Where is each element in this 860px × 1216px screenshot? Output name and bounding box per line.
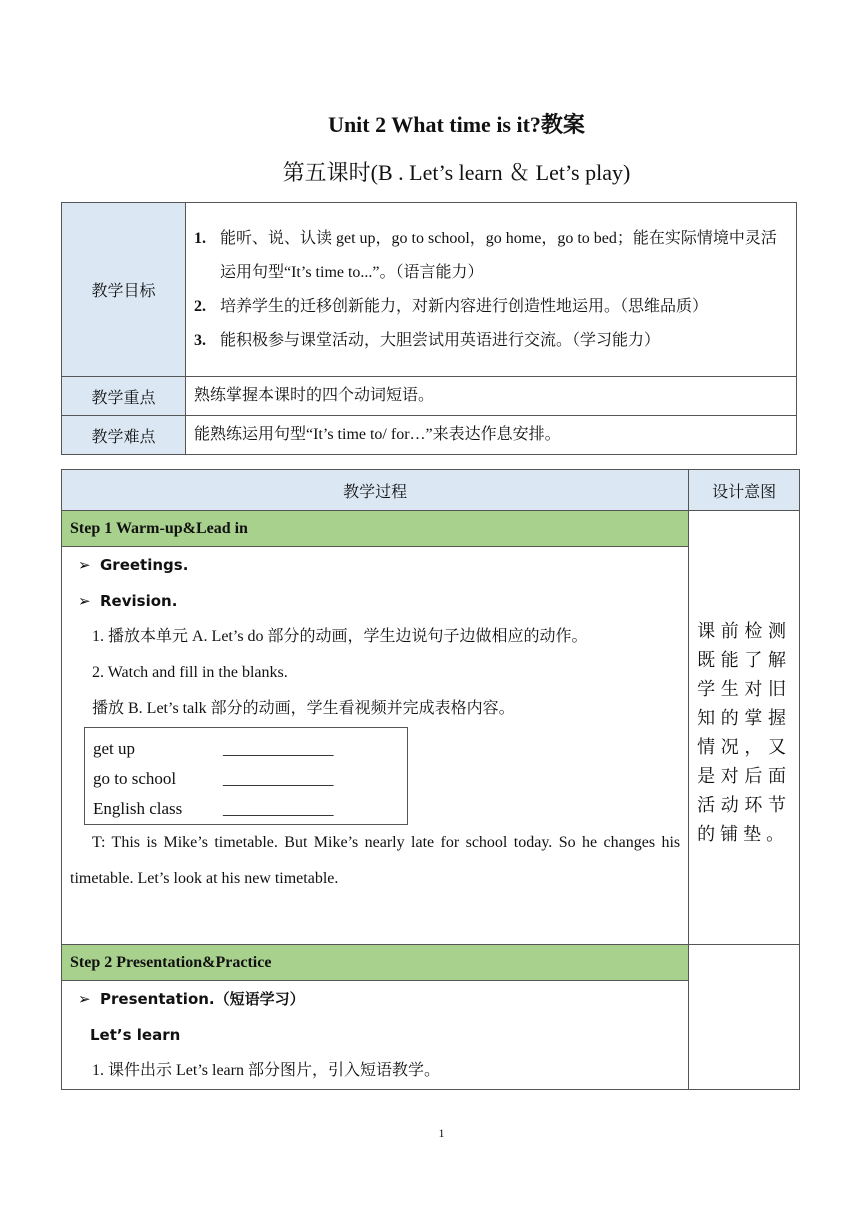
bullet-text: Greetings. bbox=[100, 556, 189, 574]
page-number: 1 bbox=[438, 1126, 445, 1140]
step2-body bbox=[62, 981, 689, 1090]
document-title: Unit 2 What time is it?教案 bbox=[328, 112, 585, 137]
header-design: 设计意图 bbox=[689, 470, 800, 511]
fill-row bbox=[93, 794, 399, 824]
design-note-cell bbox=[689, 511, 800, 945]
paragraph: T: This is Mike’s timetable. But Mike’s nearly late for school today. So he changes his timetable. Let’s look at his new timetable. bbox=[70, 834, 681, 887]
goal-text: 能听、说、认读 get up，go to school，go home，go to bed；能在实际情境中灵活运用句型“It’s time to...”。（语言能力） bbox=[220, 229, 777, 281]
goal-number: 3. bbox=[194, 331, 206, 349]
goal-item bbox=[194, 324, 788, 358]
step1-title: Step 1 Warm-up&Lead in bbox=[62, 511, 689, 547]
header-process: 教学过程 bbox=[62, 470, 689, 511]
goals-cell bbox=[186, 203, 797, 377]
bullet-item bbox=[70, 547, 680, 583]
bullet-text: Revision. bbox=[100, 592, 178, 610]
fill-row bbox=[93, 734, 399, 764]
paragraph: 2. Watch and fill in the blanks. bbox=[92, 664, 288, 681]
goal-item bbox=[194, 222, 788, 290]
objectives-table bbox=[61, 202, 797, 455]
sub-heading-text: Let’s learn bbox=[90, 1026, 181, 1044]
key-label: 教学重点 bbox=[62, 377, 186, 416]
paragraph: 播放 B. Let’s talk 部分的动画，学生看视频并完成表格内容。 bbox=[92, 700, 515, 717]
goal-text: 能积极参与课堂活动，大胆尝试用英语进行交流。（学习能力） bbox=[220, 331, 661, 349]
bullet-item bbox=[70, 981, 680, 1017]
arrow-bullet-icon: ➢ bbox=[78, 556, 91, 574]
fill-in-cell bbox=[85, 728, 408, 825]
fill-in-table bbox=[84, 727, 408, 825]
difficulty-text: 能熟练运用句型“It’s time to/ for…”来表达作息安排。 bbox=[186, 416, 797, 455]
fill-blank: _____________ bbox=[223, 799, 334, 818]
process-table bbox=[61, 469, 800, 1090]
sub-heading bbox=[70, 1017, 680, 1053]
arrow-bullet-icon: ➢ bbox=[78, 592, 91, 610]
design-note: 课前检测既能了解学生对旧知的掌握情况，又是对后面活动环节的铺垫。 bbox=[697, 621, 791, 844]
bullet-text: Presentation.（短语学习） bbox=[100, 990, 305, 1008]
fill-label: get up bbox=[93, 739, 136, 758]
goals-label: 教学目标 bbox=[62, 203, 186, 377]
step1-body bbox=[62, 547, 689, 945]
arrow-bullet-icon: ➢ bbox=[78, 990, 91, 1008]
document-subtitle: 第五课时(B . Let’s learn ＆ Let’s play) bbox=[282, 160, 631, 185]
fill-blank: _____________ bbox=[223, 769, 334, 788]
key-text: 熟练掌握本课时的四个动词短语。 bbox=[186, 377, 797, 416]
fill-label: go to school bbox=[93, 769, 177, 788]
goal-text: 培养学生的迁移创新能力，对新内容进行创造性地运用。（思维品质） bbox=[220, 297, 709, 315]
bullet-item bbox=[70, 583, 680, 619]
design-note-cell-2 bbox=[689, 945, 800, 1090]
difficulty-label: 教学难点 bbox=[62, 416, 186, 455]
goal-number: 2. bbox=[194, 297, 206, 315]
paragraph: 1. 播放本单元 A. Let’s do 部分的动画，学生边说句子边做相应的动作。 bbox=[92, 628, 588, 645]
fill-label: English class bbox=[93, 799, 183, 818]
goal-item bbox=[194, 290, 788, 324]
paragraph: 1. 课件出示 Let’s learn 部分图片，引入短语教学。 bbox=[92, 1062, 440, 1079]
fill-row bbox=[93, 764, 399, 794]
fill-blank: _____________ bbox=[223, 739, 334, 758]
step2-title: Step 2 Presentation&Practice bbox=[62, 945, 689, 981]
goal-number: 1. bbox=[194, 229, 206, 247]
